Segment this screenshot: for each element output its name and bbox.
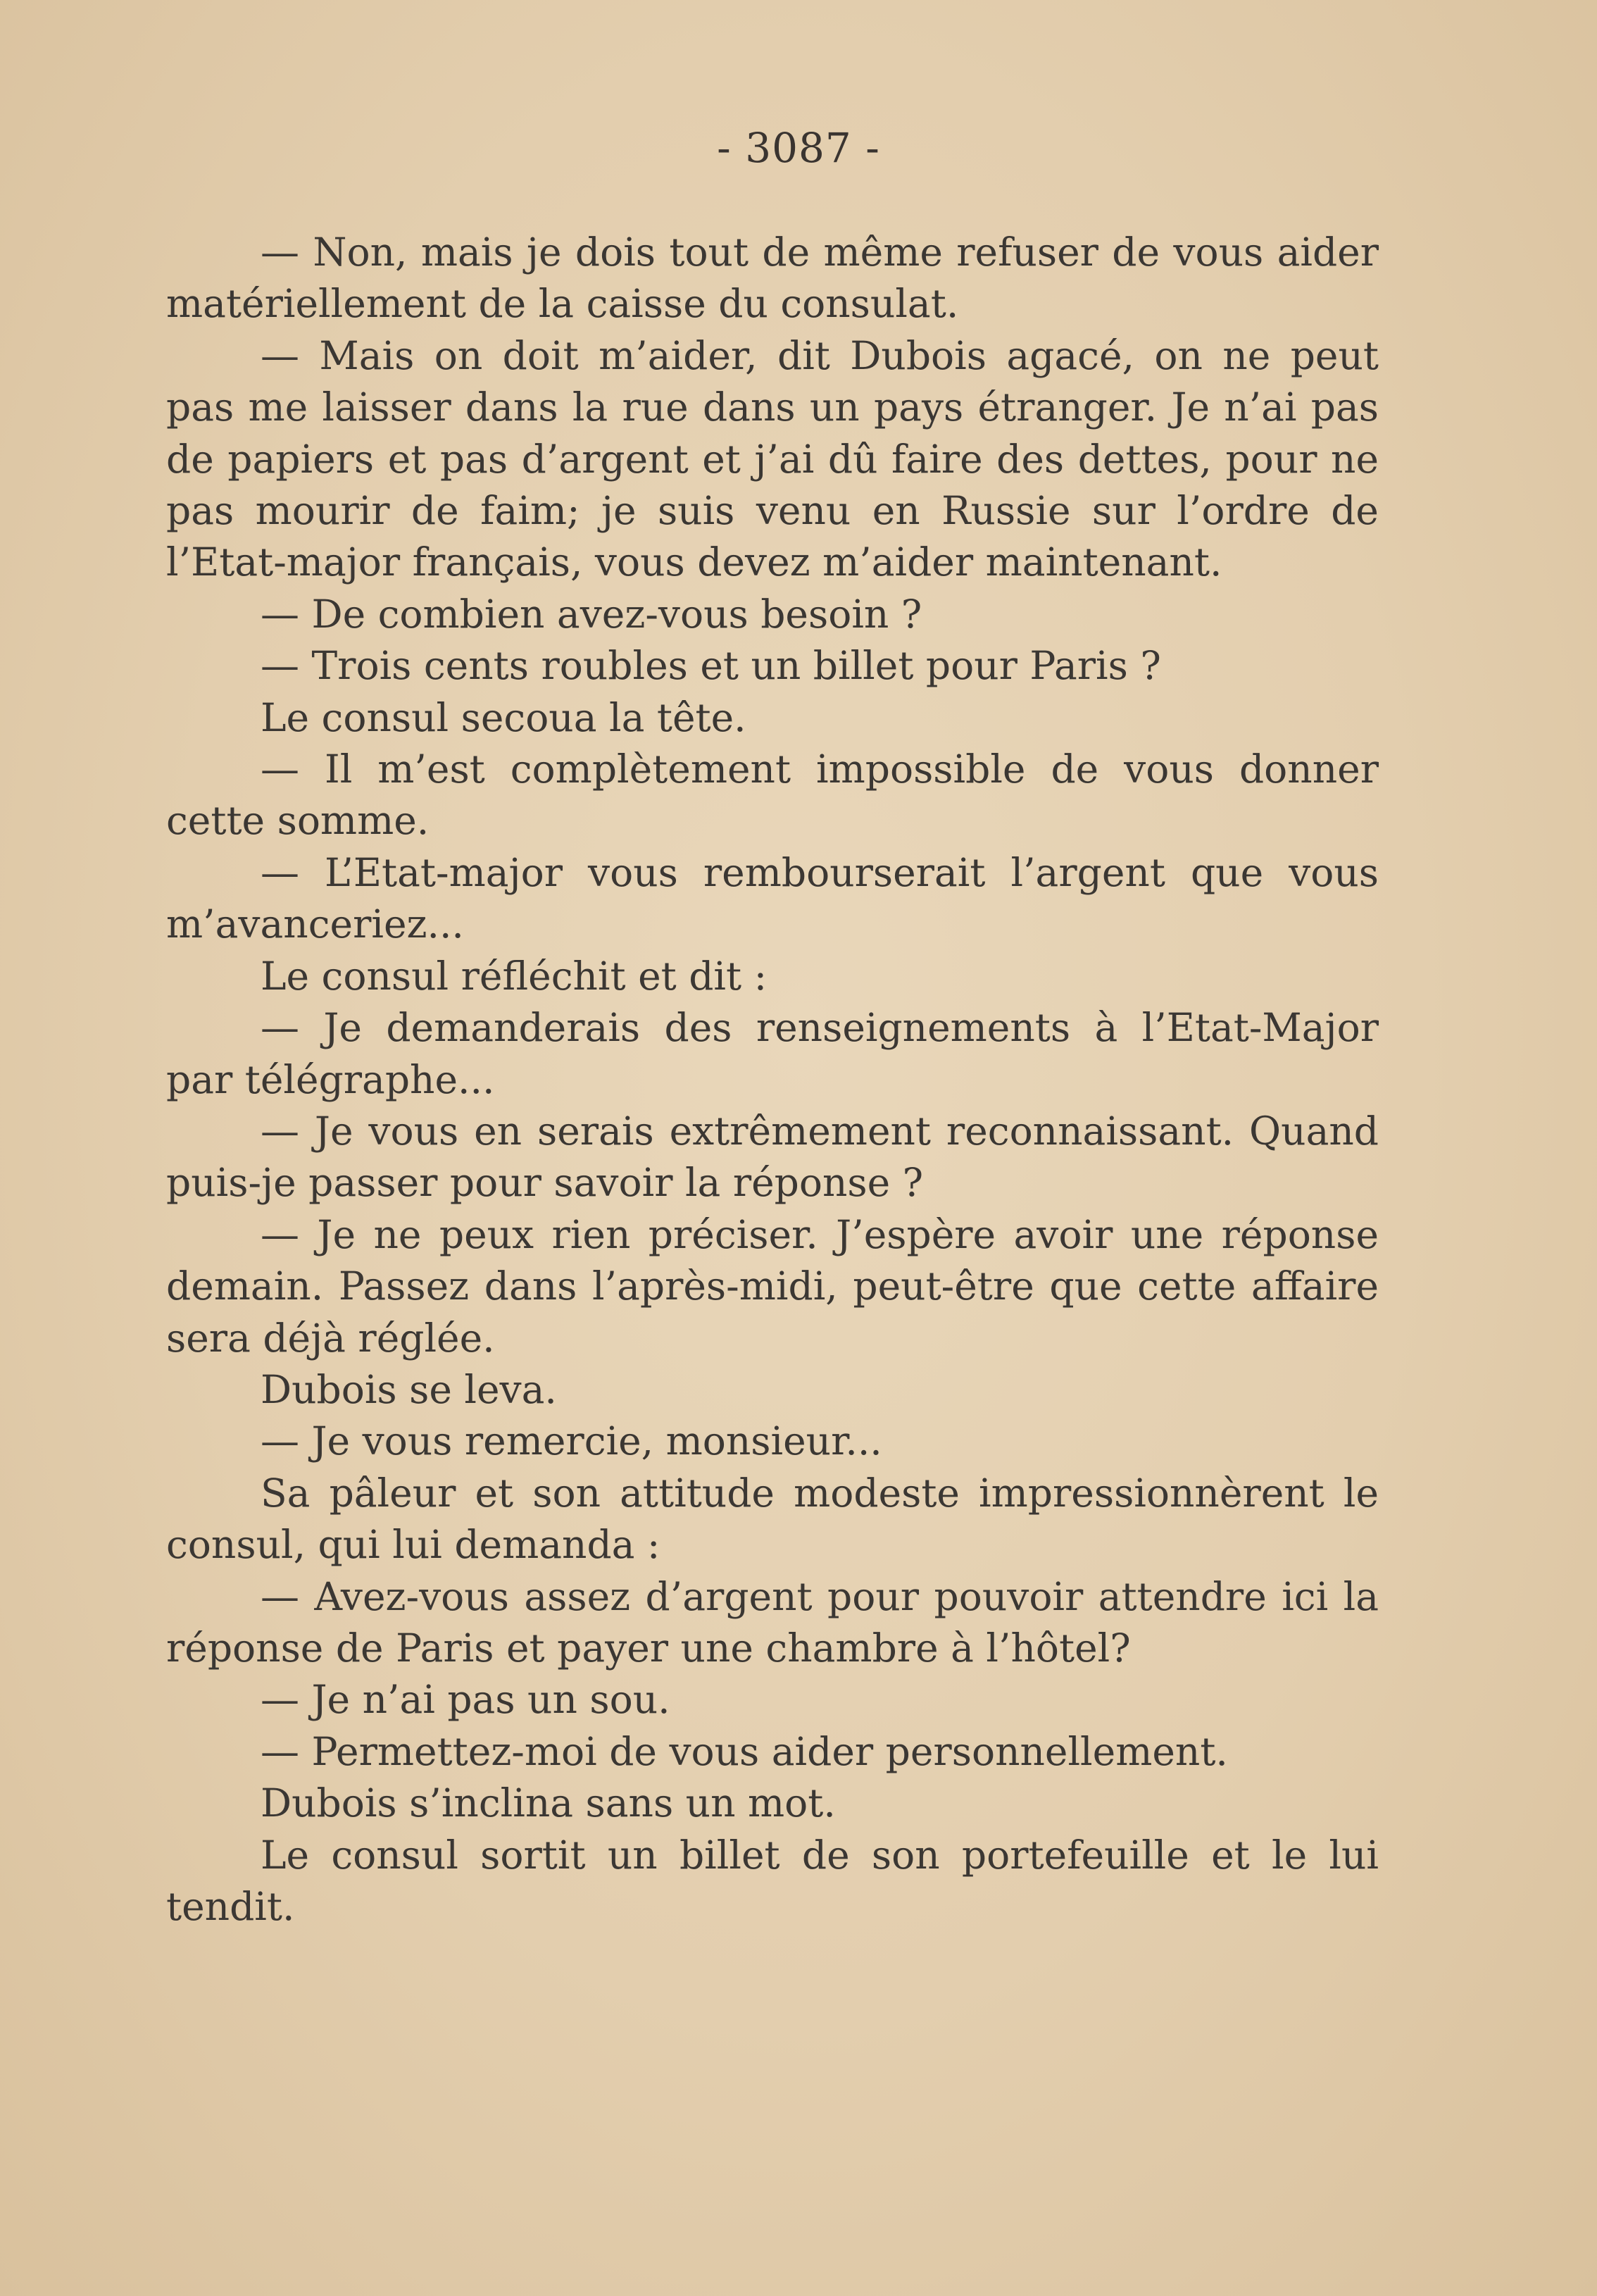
paragraph: — Je vous en serais extrêmement reconnaissant. Quand puis-je passer pour savoir la réponse ? <box>166 1108 1379 1206</box>
paragraph: — Je vous remercie, monsieur... <box>261 1418 882 1464</box>
paragraph: — Je demanderais des renseignements à l’Etat-Major par télégraphe... <box>166 1005 1379 1102</box>
paragraph: — Trois cents roubles et un billet pour Paris ? <box>261 643 1161 689</box>
paragraph: Le consul secoua la tête. <box>261 694 746 740</box>
paragraph: — Je ne peux rien préciser. J’espère avoir une réponse demain. Passez dans l’après-midi, peut-être que cette affaire sera déjà réglée. <box>166 1211 1379 1361</box>
paragraph: — Il m’est complètement impossible de vous donner cette somme. <box>166 747 1379 844</box>
paragraph: — Je n’ai pas un sou. <box>261 1677 670 1723</box>
paragraph: — Non, mais je dois tout de même refuser de vous aider matériellement de la caisse du consulat. <box>166 230 1379 327</box>
paragraph: — L’Etat-major vous rembourserait l’argent que vous m’avanceriez... <box>166 849 1379 947</box>
paragraph: Dubois se leva. <box>261 1366 557 1412</box>
paragraph: — Mais on doit m’aider, dit Dubois agacé, on ne peut pas me laisser dans la rue dans un pays étranger. Je n’ai pas de papiers et pas d’argent et j’ai dû faire des dettes, pour ne pas mourir de faim; je suis venu en Russie sur l’ordre de l’Etat-major français, vous devez m’aider maintenant. <box>166 332 1379 585</box>
paragraph: Le consul sortit un billet de son portefeuille et le lui tendit. <box>166 1832 1379 1929</box>
paragraph: — Avez-vous assez d’argent pour pouvoir attendre ici la réponse de Paris et payer une chambre à l’hôtel? <box>166 1573 1379 1671</box>
paragraph: Dubois s’inclina sans un mot. <box>261 1780 836 1826</box>
page-number: - 3087 - <box>717 124 880 172</box>
page-body <box>166 227 1379 1933</box>
paragraph: Le consul réfléchit et dit : <box>261 953 768 999</box>
paragraph: Sa pâleur et son attitude modeste impressionnèrent le consul, qui lui demanda : <box>166 1470 1379 1568</box>
paragraph: — De combien avez-vous besoin ? <box>261 591 922 637</box>
paragraph: — Permettez-moi de vous aider personnellement. <box>261 1728 1228 1774</box>
